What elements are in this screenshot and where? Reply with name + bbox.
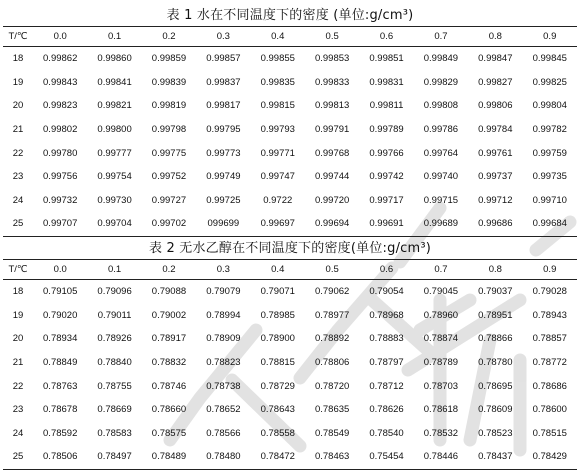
density-cell: 0.78943	[532, 309, 567, 321]
header-cell: 0.1	[87, 260, 141, 280]
density-cell: 0.79045	[423, 286, 459, 298]
header-cell: 0.0	[33, 27, 87, 47]
table1-caption: 表 1 水在不同温度下的密度 (单位:g/cm³)	[166, 8, 414, 23]
density-cell: 0.78823	[206, 357, 241, 369]
density-cell: 0.78797	[369, 357, 404, 369]
density-cell: 0.79054	[369, 286, 404, 298]
temperature-cell: 24	[12, 194, 24, 206]
density-cell: 0.99791	[314, 124, 350, 136]
density-cell: 0.78566	[206, 427, 241, 439]
density-cell: 0.79020	[43, 309, 78, 321]
header-cell: 0.3	[196, 27, 250, 47]
density-cell: 0.99712	[478, 194, 513, 206]
table-row	[3, 327, 577, 351]
density-cell: 0.99732	[43, 194, 78, 206]
density-cell: 0.78660	[151, 404, 187, 416]
density-cell: 0.99789	[369, 124, 404, 136]
density-cell: 0.78437	[468, 445, 522, 469]
density-cell: 0.78618	[423, 404, 459, 416]
density-cell: 0.79096	[97, 286, 132, 298]
density-cell: 0.99833	[314, 76, 350, 88]
table2-body	[3, 280, 577, 470]
density-cell: 0.99759	[532, 147, 567, 159]
density-cell: 0.99737	[478, 171, 513, 183]
density-cell: 0.78857	[532, 333, 567, 345]
density-cell: 0.99725	[206, 194, 241, 206]
density-cell: 0.99754	[97, 171, 132, 183]
density-cell: 0.78575	[151, 427, 187, 439]
density-cell: 0.99684	[523, 212, 577, 236]
density-cell: 0.75454	[359, 445, 413, 469]
density-cell: 0.78746	[151, 380, 187, 392]
density-cell: 0.99841	[97, 76, 132, 88]
density-cell: 0.78480	[196, 445, 250, 469]
density-cell: 0.79011	[97, 309, 132, 321]
density-cell: 0.78652	[206, 404, 241, 416]
table-row	[3, 141, 577, 165]
density-cell: 0.99686	[468, 212, 522, 236]
table-row	[3, 304, 577, 328]
density-cell: 0.99715	[423, 194, 459, 206]
header-cell: T/℃	[3, 260, 33, 280]
density-cell: 0.78926	[97, 333, 132, 345]
density-cell: 0.78540	[369, 427, 404, 439]
density-cell: 0.78583	[97, 427, 132, 439]
density-cell: 0.78489	[142, 445, 196, 469]
density-cell: 0.79037	[478, 286, 513, 298]
density-cell: 0.78626	[369, 404, 404, 416]
density-cell: 0.78772	[532, 357, 567, 369]
header-cell: 0.6	[359, 260, 413, 280]
density-cell: 0.99839	[151, 76, 187, 88]
density-cell: 0.99740	[423, 171, 459, 183]
density-cell: 0.99829	[423, 76, 459, 88]
density-cell: 0.78472	[251, 445, 305, 469]
density-cell: 0.79002	[151, 309, 187, 321]
density-cell: 0.78497	[87, 445, 141, 469]
density-cell: 0.99784	[478, 124, 513, 136]
density-cell: 0.99825	[532, 76, 567, 88]
density-cell: 0.78815	[260, 357, 295, 369]
density-cell: 0.78429	[523, 445, 577, 469]
header-cell: 0.9	[523, 260, 577, 280]
temperature-cell: 23	[12, 404, 24, 416]
header-cell: 0.4	[251, 27, 305, 47]
header-cell: 0.5	[305, 260, 359, 280]
density-cell: 0.78849	[43, 357, 78, 369]
density-cell: 0.78523	[478, 427, 513, 439]
density-cell: 0.99735	[532, 171, 567, 183]
density-cell: 0.99782	[532, 124, 567, 136]
density-cell: 0.99835	[260, 76, 295, 88]
density-cell: 0.79079	[206, 286, 241, 298]
temperature-cell: 25	[3, 212, 33, 236]
density-cell: 0.99689	[414, 212, 468, 236]
density-cell: 0.99798	[151, 124, 187, 136]
density-cell: 0.78592	[43, 427, 78, 439]
table1-body	[3, 47, 577, 237]
density-cell: 0.78703	[423, 380, 459, 392]
density-cell: 0.78643	[260, 404, 295, 416]
header-cell: 0.7	[414, 260, 468, 280]
density-cell: 0.99717	[369, 194, 404, 206]
header-cell: 0.3	[196, 260, 250, 280]
density-cell: 0.99742	[369, 171, 404, 183]
density-cell: 0.78960	[423, 309, 459, 321]
density-cell: 0.99806	[478, 100, 513, 112]
temperature-cell: 25	[3, 445, 33, 469]
density-cell: 0.99761	[478, 147, 513, 159]
density-cell: 0.99710	[532, 194, 567, 206]
density-cell: 0.78463	[305, 445, 359, 469]
density-cell: 0.99855	[260, 53, 295, 65]
table-row	[3, 118, 577, 142]
table1-section	[0, 6, 580, 237]
density-cell: 0.78780	[478, 357, 513, 369]
density-cell: 0.78806	[314, 357, 350, 369]
density-cell: 0.78874	[423, 333, 459, 345]
density-cell: 0.99691	[359, 212, 413, 236]
density-cell: 0.99702	[142, 212, 196, 236]
density-cell: 0.99808	[423, 100, 459, 112]
header-cell: 0.2	[142, 27, 196, 47]
density-cell: 0.99802	[43, 124, 78, 136]
density-cell: 0.99727	[151, 194, 187, 206]
header-cell: 0.6	[359, 27, 413, 47]
density-cell: 0.99756	[43, 171, 78, 183]
density-cell: 0.99773	[206, 147, 241, 159]
density-cell: 0.99821	[97, 100, 132, 112]
temperature-cell: 18	[12, 286, 24, 298]
density-cell: 0.99777	[97, 147, 132, 159]
header-cell: 0.9	[523, 27, 577, 47]
density-cell: 0.78686	[532, 380, 567, 392]
density-cell: 0.99837	[206, 76, 241, 88]
density-cell: 0.99817	[206, 100, 241, 112]
density-cell: 0.99849	[423, 53, 459, 65]
density-cell: 0.99827	[478, 76, 513, 88]
header-cell: 0.8	[468, 27, 522, 47]
temperature-cell: 24	[12, 427, 24, 439]
table-row	[3, 422, 577, 446]
temperature-cell: 19	[12, 76, 24, 88]
density-cell: 0.78883	[369, 333, 404, 345]
density-cell: 0.99747	[260, 171, 295, 183]
table-row	[3, 189, 577, 213]
density-cell: 0.99823	[43, 100, 78, 112]
density-cell: 0.99859	[151, 53, 187, 65]
header-cell: 0.2	[142, 260, 196, 280]
density-cell: 0.99862	[43, 53, 78, 65]
density-cell: 0.99860	[97, 53, 132, 65]
ethanol-density-table	[3, 259, 577, 470]
density-cell: 0.99831	[369, 76, 404, 88]
table-row	[3, 94, 577, 118]
density-cell: 0.78951	[478, 309, 513, 321]
density-cell: 0.79088	[151, 286, 187, 298]
density-cell: 0.78738	[206, 380, 241, 392]
density-cell: 0.78446	[414, 445, 468, 469]
density-cell: 0.78985	[260, 309, 295, 321]
density-cell: 0.78515	[532, 427, 567, 439]
temperature-cell: 21	[12, 124, 24, 136]
density-cell: 0.78558	[260, 427, 295, 439]
density-cell: 0.78609	[478, 404, 513, 416]
density-cell: 0.99843	[43, 76, 78, 88]
temperature-cell: 22	[12, 380, 24, 392]
density-cell: 0.99819	[151, 100, 187, 112]
density-cell: 0.99851	[369, 53, 404, 65]
density-cell: 0.99786	[423, 124, 459, 136]
density-cell: 0.78720	[314, 380, 350, 392]
density-cell: 0.78917	[151, 333, 187, 345]
temperature-cell: 20	[12, 333, 24, 345]
density-cell: 0.78892	[314, 333, 350, 345]
density-cell: 0.99780	[43, 147, 78, 159]
density-cell: 0.78977	[314, 309, 350, 321]
density-cell: 0.99795	[206, 124, 241, 136]
density-cell: 0.99707	[33, 212, 87, 236]
density-cell: 0.78695	[478, 380, 513, 392]
table-row	[3, 280, 577, 304]
header-cell: 0.4	[251, 260, 305, 280]
density-cell: 0.99766	[369, 147, 404, 159]
temperature-cell: 18	[12, 53, 24, 65]
temperature-cell: 23	[12, 171, 24, 183]
density-cell: 0.78506	[33, 445, 87, 469]
density-cell: 0.99815	[260, 100, 295, 112]
density-cell: 0.78549	[314, 427, 350, 439]
table-row	[3, 445, 577, 469]
density-cell: 0.78669	[97, 404, 132, 416]
density-cell: 0.99697	[251, 212, 305, 236]
density-cell: 0.99793	[260, 124, 295, 136]
density-cell: 0.78994	[206, 309, 241, 321]
water-density-table	[3, 26, 577, 237]
table-row	[3, 47, 577, 71]
density-cell: 0.78789	[423, 357, 459, 369]
density-cell: 0.78934	[43, 333, 78, 345]
table-row	[3, 165, 577, 189]
density-cell: 0.99771	[260, 147, 295, 159]
density-cell: 0.79105	[43, 286, 78, 298]
header-cell: T/℃	[3, 27, 33, 47]
density-cell: 0.78968	[369, 309, 404, 321]
table2-section	[0, 239, 580, 470]
density-cell: 0.99804	[532, 100, 567, 112]
density-cell: 0.99857	[206, 53, 241, 65]
density-cell: 0.78866	[478, 333, 513, 345]
table2-caption: 表 2 无水乙醇在不同温度下的密度(单位:g/cm³)	[148, 241, 432, 256]
table-row	[3, 71, 577, 95]
table-row	[3, 212, 577, 236]
density-cell: 0.99775	[151, 147, 187, 159]
density-cell: 0.99694	[305, 212, 359, 236]
density-cell: 0.99847	[478, 53, 513, 65]
density-cell: 0.79071	[260, 286, 295, 298]
temperature-cell: 20	[12, 100, 24, 112]
density-cell: 0.78600	[532, 404, 567, 416]
density-cell: 0.99800	[97, 124, 132, 136]
density-cell: 0.78712	[369, 380, 404, 392]
density-cell: 0.99704	[87, 212, 141, 236]
density-cell: 0.99752	[151, 171, 187, 183]
density-cell: 0.78900	[260, 333, 295, 345]
density-cell: 0.99768	[314, 147, 350, 159]
density-cell: 0.99720	[314, 194, 350, 206]
temperature-cell: 21	[12, 357, 24, 369]
density-cell: 0.99744	[314, 171, 350, 183]
density-cell: 0.99749	[206, 171, 241, 183]
density-cell: 0.78678	[43, 404, 78, 416]
header-cell: 0.1	[87, 27, 141, 47]
density-cell: 0.99845	[532, 53, 567, 65]
table1-header-row	[3, 27, 577, 47]
density-cell: 0.78840	[97, 357, 132, 369]
table2-header-row	[3, 260, 577, 280]
table-row	[3, 351, 577, 375]
density-cell: 0.99813	[314, 100, 350, 112]
density-cell: 0.99730	[97, 194, 132, 206]
temperature-cell: 19	[12, 309, 24, 321]
density-cell: 099699	[196, 212, 250, 236]
density-cell: 0.78755	[97, 380, 132, 392]
header-cell: 0.7	[414, 27, 468, 47]
header-cell: 0.5	[305, 27, 359, 47]
density-cell: 0.99853	[314, 53, 350, 65]
temperature-cell: 22	[12, 147, 24, 159]
table-row	[3, 398, 577, 422]
density-cell: 0.78909	[206, 333, 241, 345]
density-cell: 0.99811	[369, 100, 404, 112]
density-cell: 0.78635	[314, 404, 350, 416]
table-row	[3, 374, 577, 398]
density-cell: 0.78763	[43, 380, 78, 392]
density-cell: 0.79062	[314, 286, 350, 298]
density-cell: 0.99764	[423, 147, 459, 159]
density-cell: 0.79028	[532, 286, 567, 298]
density-cell: 0.78832	[151, 357, 187, 369]
density-cell: 0.9722	[263, 194, 293, 206]
header-cell: 0.0	[33, 260, 87, 280]
density-cell: 0.78729	[260, 380, 295, 392]
header-cell: 0.8	[468, 260, 522, 280]
density-cell: 0.78532	[423, 427, 459, 439]
